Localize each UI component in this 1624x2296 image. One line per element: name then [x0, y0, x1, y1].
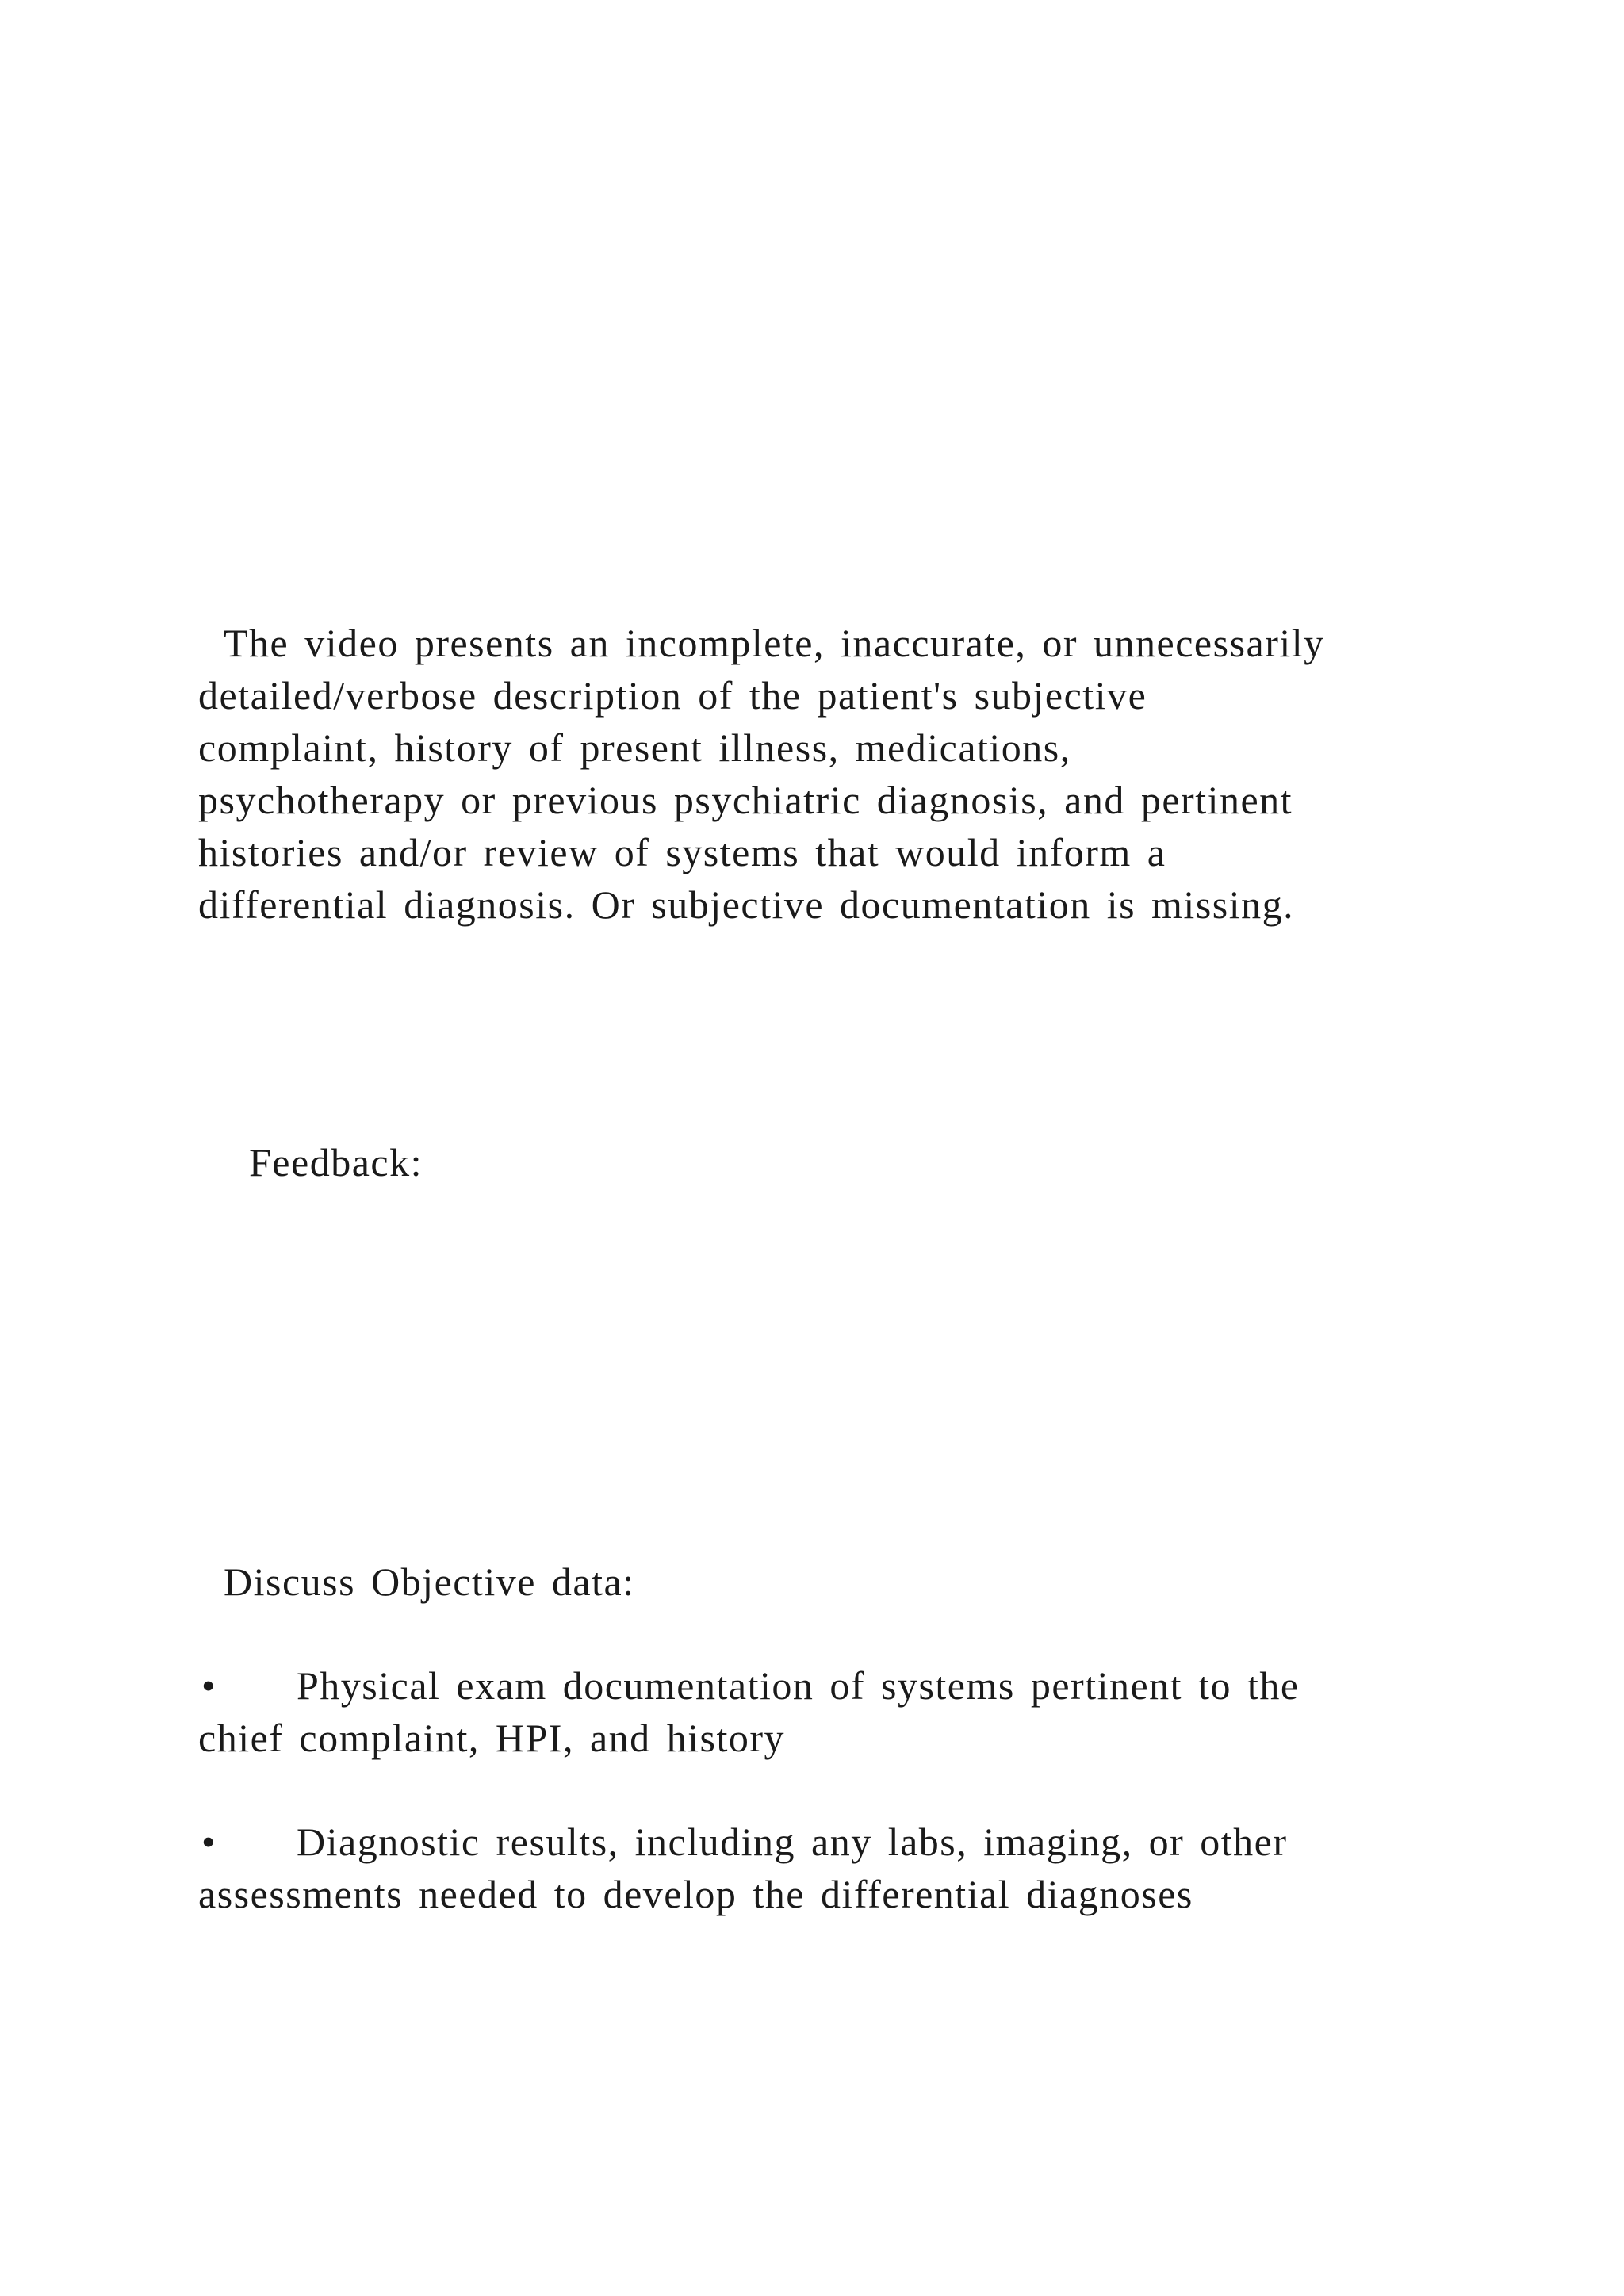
bullet-text: Diagnostic results, including any labs, imaging, or other [297, 1820, 1288, 1864]
feedback-label: Feedback: [249, 1140, 423, 1184]
paragraph-line: complaint, history of present illness, medications, [198, 725, 1071, 770]
bullet-text-continuation: chief complaint, HPI, and history [198, 1716, 786, 1760]
bullet-icon: • [201, 1663, 216, 1708]
objective-heading: Discuss Objective data: [224, 1559, 635, 1604]
bullet-icon: • [201, 1820, 216, 1864]
paragraph-line: detailed/verbose description of the patient's subjective [198, 673, 1147, 718]
bullet-text-continuation: assessments needed to develop the differential diagnoses [198, 1872, 1193, 1916]
paragraph-line: histories and/or review of systems that would inform a [198, 830, 1166, 874]
bullet-text: Physical exam documentation of systems pertinent to the [297, 1663, 1300, 1708]
paragraph-line: psychotherapy or previous psychiatric diagnosis, and pertinent [198, 778, 1293, 822]
paragraph-line: differential diagnosis. Or subjective documentation is missing. [198, 882, 1295, 927]
paragraph-line: The video presents an incomplete, inaccurate, or unnecessarily [224, 621, 1325, 665]
